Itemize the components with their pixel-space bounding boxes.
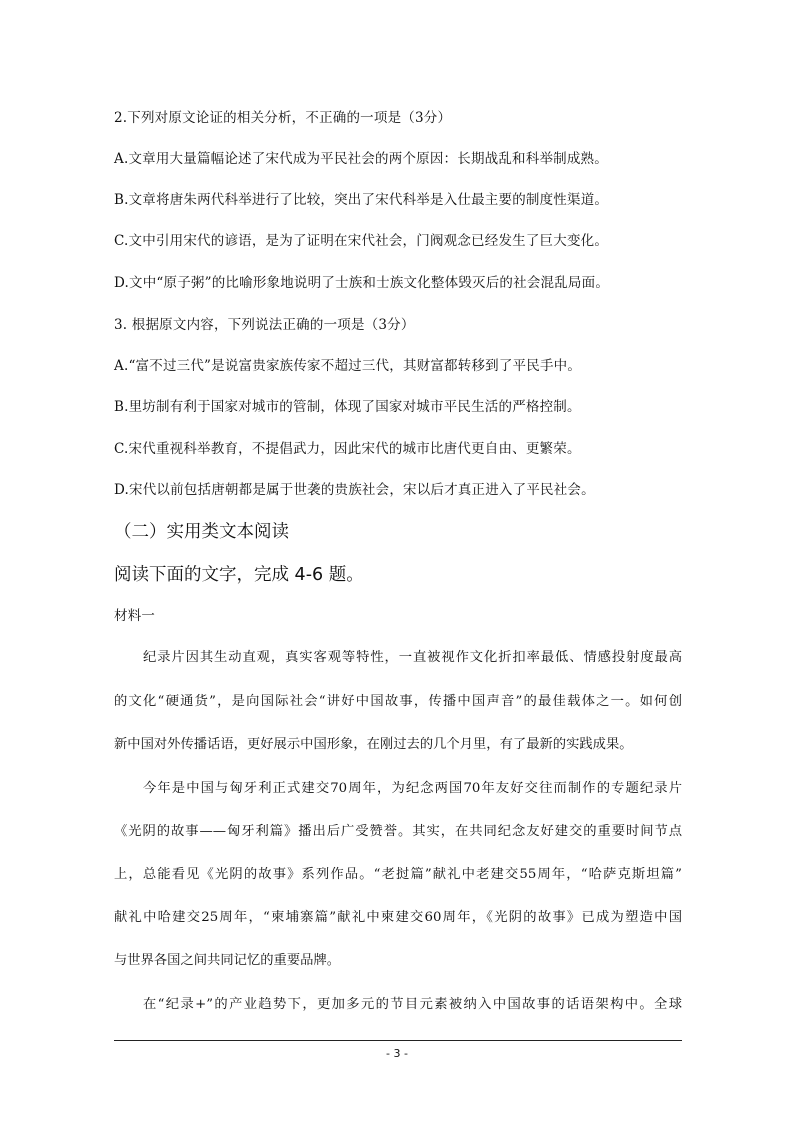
passage-line: 今年是中国与匈牙利正式建交70周年，为纪念两国70年友好交往而制作的专题纪录片 [143,781,682,796]
question-3-option-b: B.里坊制有利于国家对城市的管制，体现了国家对城市平民生活的严格控制。 [114,399,581,415]
passage-line: 与世界各国之间共同记忆的重要品牌。 [114,953,341,968]
question-3-option-a: A.“富不过三代”是说富贵家族传家不超过三代，其财富都转移到了平民手中。 [114,358,582,374]
section-title: （二）实用类文本阅读 [114,522,289,542]
question-3-option-d: D.宋代以前包括唐朝都是属于世袭的贵族社会，宋以后才真正进入了平民社会。 [114,482,595,498]
passage-line: 《光阴的故事——匈牙利篇》播出后广受赞誉。其实，在共同纪念友好建交的重要时间节点 [114,824,682,839]
question-2-stem: 2.下列对原文论证的相关分析，不正确的一项是（3分） [114,110,452,126]
material-label: 材料一 [114,608,156,624]
question-2-option-d: D.文中“原子粥”的比喻形象地说明了士族和士族文化整体毁灭后的社会混乱局面。 [114,275,610,291]
question-2-option-a: A.文章用大量篇幅论述了宋代成为平民社会的两个原因：长期战乱和科举制成熟。 [114,151,608,167]
page-number: - 3 - [386,1047,408,1060]
question-3-stem: 3. 根据原文内容，下列说法正确的一项是（3分） [114,317,415,333]
footer-divider [114,1040,682,1041]
passage-line: 在“纪录+”的产业趋势下，更加多元的节目元素被纳入中国故事的话语架构中。全球 [143,997,682,1012]
passage-line: 的文化“硬通货”，是向国际社会“讲好中国故事，传播中国声音”的最佳载体之一。如何创 [114,694,682,709]
section-instruction: 阅读下面的文字，完成 4-6 题。 [114,565,364,585]
passage-line: 上，总能看见《光阴的故事》系列作品。“老挝篇”献礼中老建交55周年，“哈萨克斯坦篇” [114,867,682,882]
question-3-option-c: C.宋代重视科举教育，不提倡武力，因此宋代的城市比唐代更自由、更繁荣。 [114,441,581,457]
question-2-option-b: B.文章将唐朱两代科举进行了比较，突出了宋代科举是入仕最主要的制度性渠道。 [114,192,609,208]
passage-line: 新中国对外传播话语，更好展示中国形象，在刚过去的几个月里，有了最新的实践成果。 [114,737,633,752]
passage-line: 献礼中哈建交25周年，“柬埔寨篇”献礼中柬建交60周年，《光阴的故事》已成为塑造中国 [114,910,682,925]
passage-line: 纪录片因其生动直观，真实客观等特性，一直被视作文化折扣率最低、情感投射度最高 [143,650,682,665]
question-2-option-c: C.文中引用宋代的谚语，是为了证明在宋代社会，门阀观念已经发生了巨大变化。 [114,233,609,249]
